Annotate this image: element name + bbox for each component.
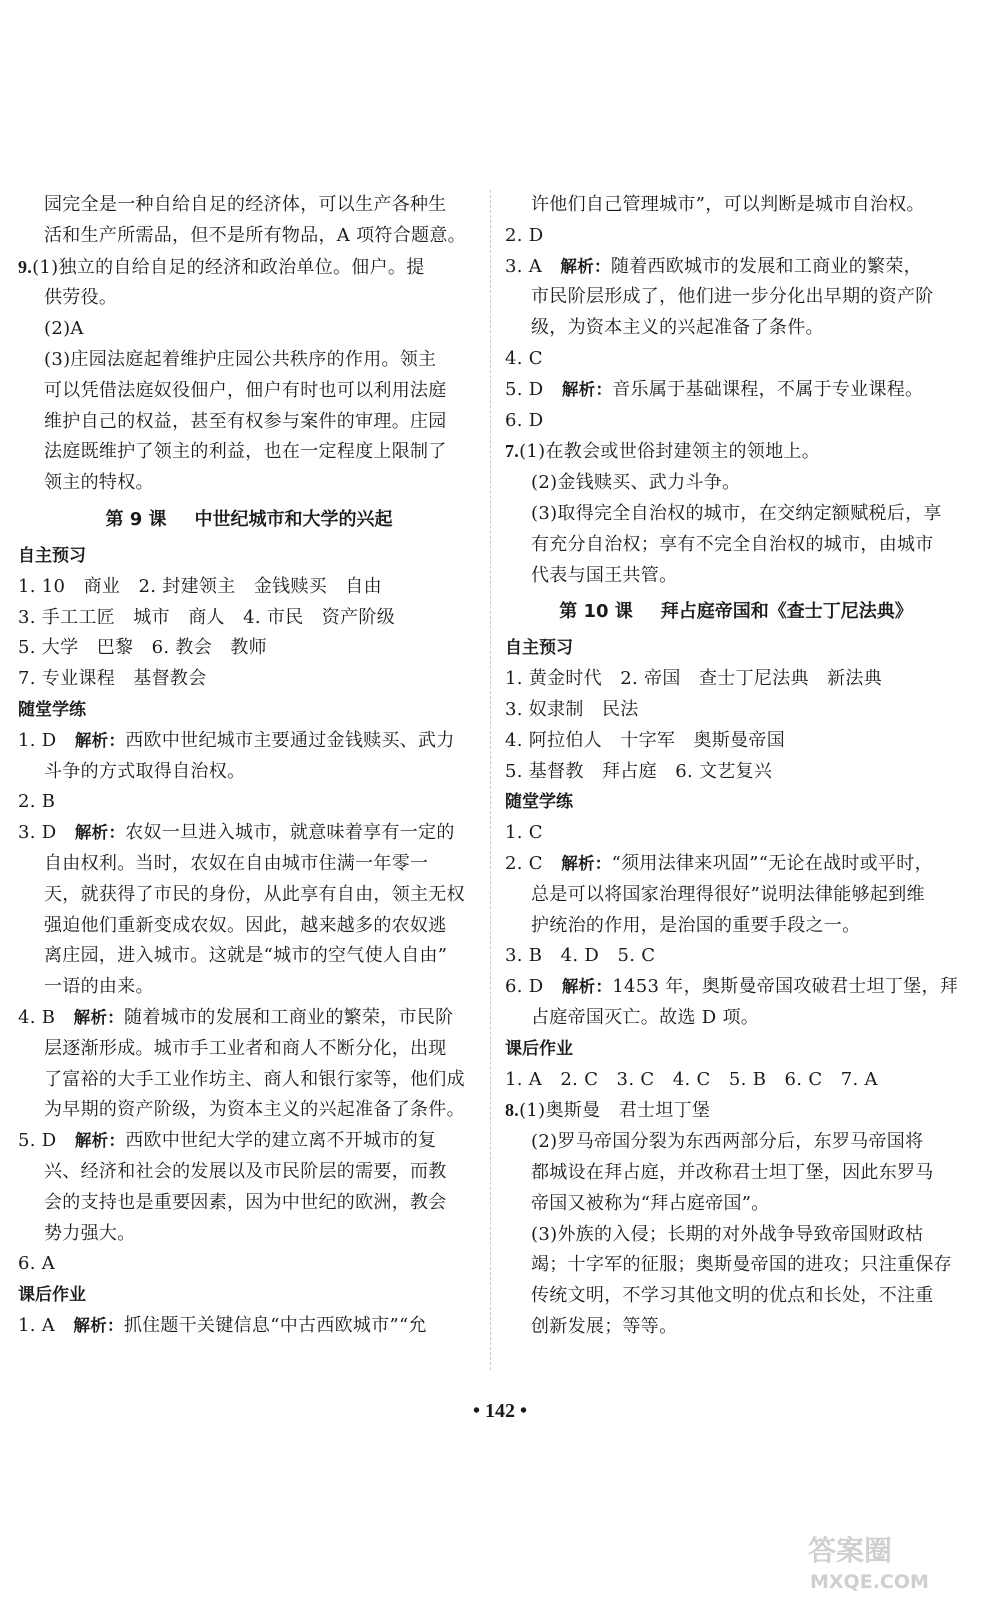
left-column [18,190,480,1342]
analysis-text: “须用法律来巩固”“无论在战时或平时， [611,852,933,874]
answer-head: 5. D [505,378,544,400]
text-line: 竭；十字军的征服；奥斯曼帝国的进攻；只注重保存 [531,1254,952,1276]
answer-6 [505,972,967,1003]
answer-4 [18,1003,480,1034]
lesson-title: 拜占庭帝国和《查士丁尼法典》 [660,601,913,623]
text-line: 层逐渐形成。城市手工业者和商人不断分化，出现 [44,1037,447,1059]
homework-3 [505,252,967,283]
section-heading-preview: 自主预习 [18,545,86,566]
text-line: 传统文明，不学习其他文明的优点和长处，不注重 [531,1285,934,1307]
answer-6: 6. A [18,1253,56,1275]
right-column [505,190,967,1343]
text-line: 市民阶层形成了，他们进一步分化出早期的资产阶 [531,286,934,308]
answer-3-5: 3. B 4. D 5. C [505,945,656,967]
homework-2: 2. D [505,224,544,246]
analysis-label: 解析： [561,853,612,873]
answer-line: 5. 基督教 拜占庭 6. 文艺复兴 [505,760,773,782]
text-line: 总是可以将国家治理得很好”说明法律能够起到维 [531,883,925,905]
answer-text: (1)奥斯曼 君士坦丁堡 [519,1100,711,1122]
analysis-text: 随着城市的发展和工商业的繁荣，市民阶 [124,1006,454,1028]
text-line: 可以凭借法庭奴役佃户，佃户有时也可以利用法庭 [44,379,447,401]
text-line: (2)罗马帝国分裂为东西两部分后，东罗马帝国将 [531,1131,924,1153]
watermark-text: 答案圈 [808,1534,893,1567]
answer-line: 7. 专业课程 基督教会 [18,668,207,690]
text-line: 天，就获得了市民的身份，从此享有自由，领主无权 [44,883,465,905]
question-number: 8. [505,1100,520,1121]
text-line: 帝国又被称为“拜占庭帝国”。 [531,1192,770,1214]
text-line: 自由权利。当时，农奴在自由城市住满一年零一 [44,852,429,874]
answer-5 [18,1126,480,1157]
text-line: 领主的特权。 [44,472,154,494]
homework-5 [505,375,967,406]
answer-line: 1. 黄金时代 2. 帝国 查士丁尼法典 新法典 [505,668,882,690]
answer-head: 3. A [505,255,543,277]
watermark-logo [800,1530,980,1594]
analysis-text: 抓住题干关键信息“中古西欧城市”“允 [123,1314,427,1336]
analysis-text: 农奴一旦进入城市，就意味着享有一定的 [125,822,455,844]
lesson-10-heading [505,591,967,633]
analysis-label: 解析： [560,256,611,276]
question-number: 9. [18,256,33,277]
watermark-url: MXQE.COM [810,1571,929,1593]
homework-7 [505,436,967,468]
lesson-title: 中世纪城市和大学的兴起 [194,508,393,530]
analysis-label: 解析： [73,1007,125,1027]
homework-4: 4. C [505,347,543,369]
analysis-text: 西欧中世纪城市主要通过金钱赎买、武力 [125,729,455,751]
text-line: 园完全是一种自给自足的经济体，可以生产各种生 [44,194,447,215]
text-line: (2)A [44,318,84,340]
answer-text: (1)独立的自给自足的经济和政治单位。佃户。提 [32,256,425,278]
text-line: 都城设在拜占庭，并改称君士坦丁堡，因此东罗马 [531,1161,934,1183]
answer-2 [505,849,967,880]
answer-line: 1. 10 商业 2. 封建领主 金钱赎买 自由 [18,575,382,597]
answer-head: 6. D [505,976,544,998]
text-line: 兴、经济和社会的发展以及市民阶层的需要，而教 [44,1160,447,1182]
analysis-label: 解析： [74,823,126,843]
answer-line: 4. 阿拉伯人 十字军 奥斯曼帝国 [505,729,785,751]
column-divider [490,190,491,1370]
analysis-label: 解析： [74,730,126,750]
answer-text: (1)在教会或世俗封建领主的领地上。 [519,441,821,463]
text-line: (3)取得完全自治权的城市，在交纳定额赋税后，享 [531,502,942,524]
answer-head: 2. C [505,852,543,874]
text-line: 维护自己的权益，甚至有权参与案件的审理。庄园 [44,410,447,432]
text-line: 供劳役。 [44,287,118,309]
section-heading-classwork: 随堂学练 [18,699,86,720]
text-line: (3)外族的入侵；长期的对外战争导致帝国财政枯 [531,1223,924,1245]
answer-9 [18,252,480,284]
text-line: 级，为资本主义的兴起准备了条件。 [531,317,824,339]
text-line: 创新发展；等等。 [531,1315,678,1337]
answer-head: 1. D [18,729,57,751]
text-line: 法庭既维护了领主的利益，也在一定程度上限制了 [44,441,447,463]
answer-line: 3. 奴隶制 民法 [505,698,639,720]
analysis-text: 西欧中世纪大学的建立离不开城市的复 [125,1130,437,1152]
answer-3 [18,818,480,849]
text-line: 一语的由来。 [44,976,154,998]
text-line: (3)庄园法庭起着维护庄园公共秩序的作用。领主 [44,348,437,370]
answer-head: 5. D [18,1130,57,1152]
analysis-label: 解析： [561,379,613,399]
text-line: 了富裕的大手工业作坊主、商人和银行家等，他们成 [44,1068,465,1090]
homework-6: 6. D [505,409,544,431]
section-heading-preview: 自主预习 [505,638,573,659]
text-line: 会的支持也是重要因素，因为中世纪的欧洲，教会 [44,1191,447,1213]
answer-line: 3. 手工工匠 城市 商人 4. 市民 资产阶级 [18,606,395,628]
homework-8 [505,1095,967,1127]
analysis-label: 解析： [561,977,613,997]
answer-2: 2. B [18,791,56,813]
analysis-text: 1453 年，奥斯曼帝国攻破君士坦丁堡，拜 [612,976,959,998]
analysis-text: 随着西欧城市的发展和工商业的繁荣， [610,255,922,277]
analysis-label: 解析： [73,1315,124,1335]
text-line: 有充分自治权；享有不完全自治权的城市，由城市 [531,533,934,555]
lesson-9-heading [18,499,480,541]
analysis-text: 音乐属于基础课程，不属于专业课程。 [612,378,924,400]
text-line: 活和生产所需品，但不是所有物品，A 项符合题意。 [44,224,466,246]
homework-1 [18,1311,480,1342]
text-line: 代表与国王共管。 [531,564,678,586]
section-heading-classwork: 随堂学练 [505,792,573,813]
lesson-number: 第 10 课 [559,601,633,623]
section-heading-homework: 课后作业 [505,1038,573,1059]
text-line: 强迫他们重新变成农奴。因此，越来越多的农奴逃 [44,914,447,936]
answer-head: 3. D [18,822,57,844]
text-line: 护统治的作用，是治国的重要手段之一。 [531,914,861,936]
text-line: 为早期的资产阶级，为资本主义的兴起准备了条件。 [44,1099,465,1121]
analysis-label: 解析： [74,1131,126,1151]
text-line: 占庭帝国灭亡。故选 D 项。 [531,1006,760,1028]
text-line: (2)金钱赎买、武力斗争。 [531,472,741,494]
lesson-number: 第 9 课 [105,508,167,530]
text-line: 斗争的方式取得自治权。 [44,760,246,782]
text-line: 许他们自己管理城市”，可以判断是城市自治权。 [531,194,925,215]
question-number: 7. [505,441,520,462]
answer-head: 1. A [18,1314,56,1336]
homework-1-7: 1. A 2. C 3. C 4. C 5. B 6. C 7. A [505,1068,878,1090]
answer-1: 1. C [505,822,543,844]
text-line: 离庄园，进入城市。这就是“城市的空气使人自由” [44,945,448,967]
answer-line: 5. 大学 巴黎 6. 教会 教师 [18,637,267,659]
text-line: 势力强大。 [44,1222,136,1244]
page-number: • 142 • [472,1400,527,1422]
answer-1 [18,726,480,757]
answer-head: 4. B [18,1006,56,1028]
section-heading-homework: 课后作业 [18,1285,86,1306]
